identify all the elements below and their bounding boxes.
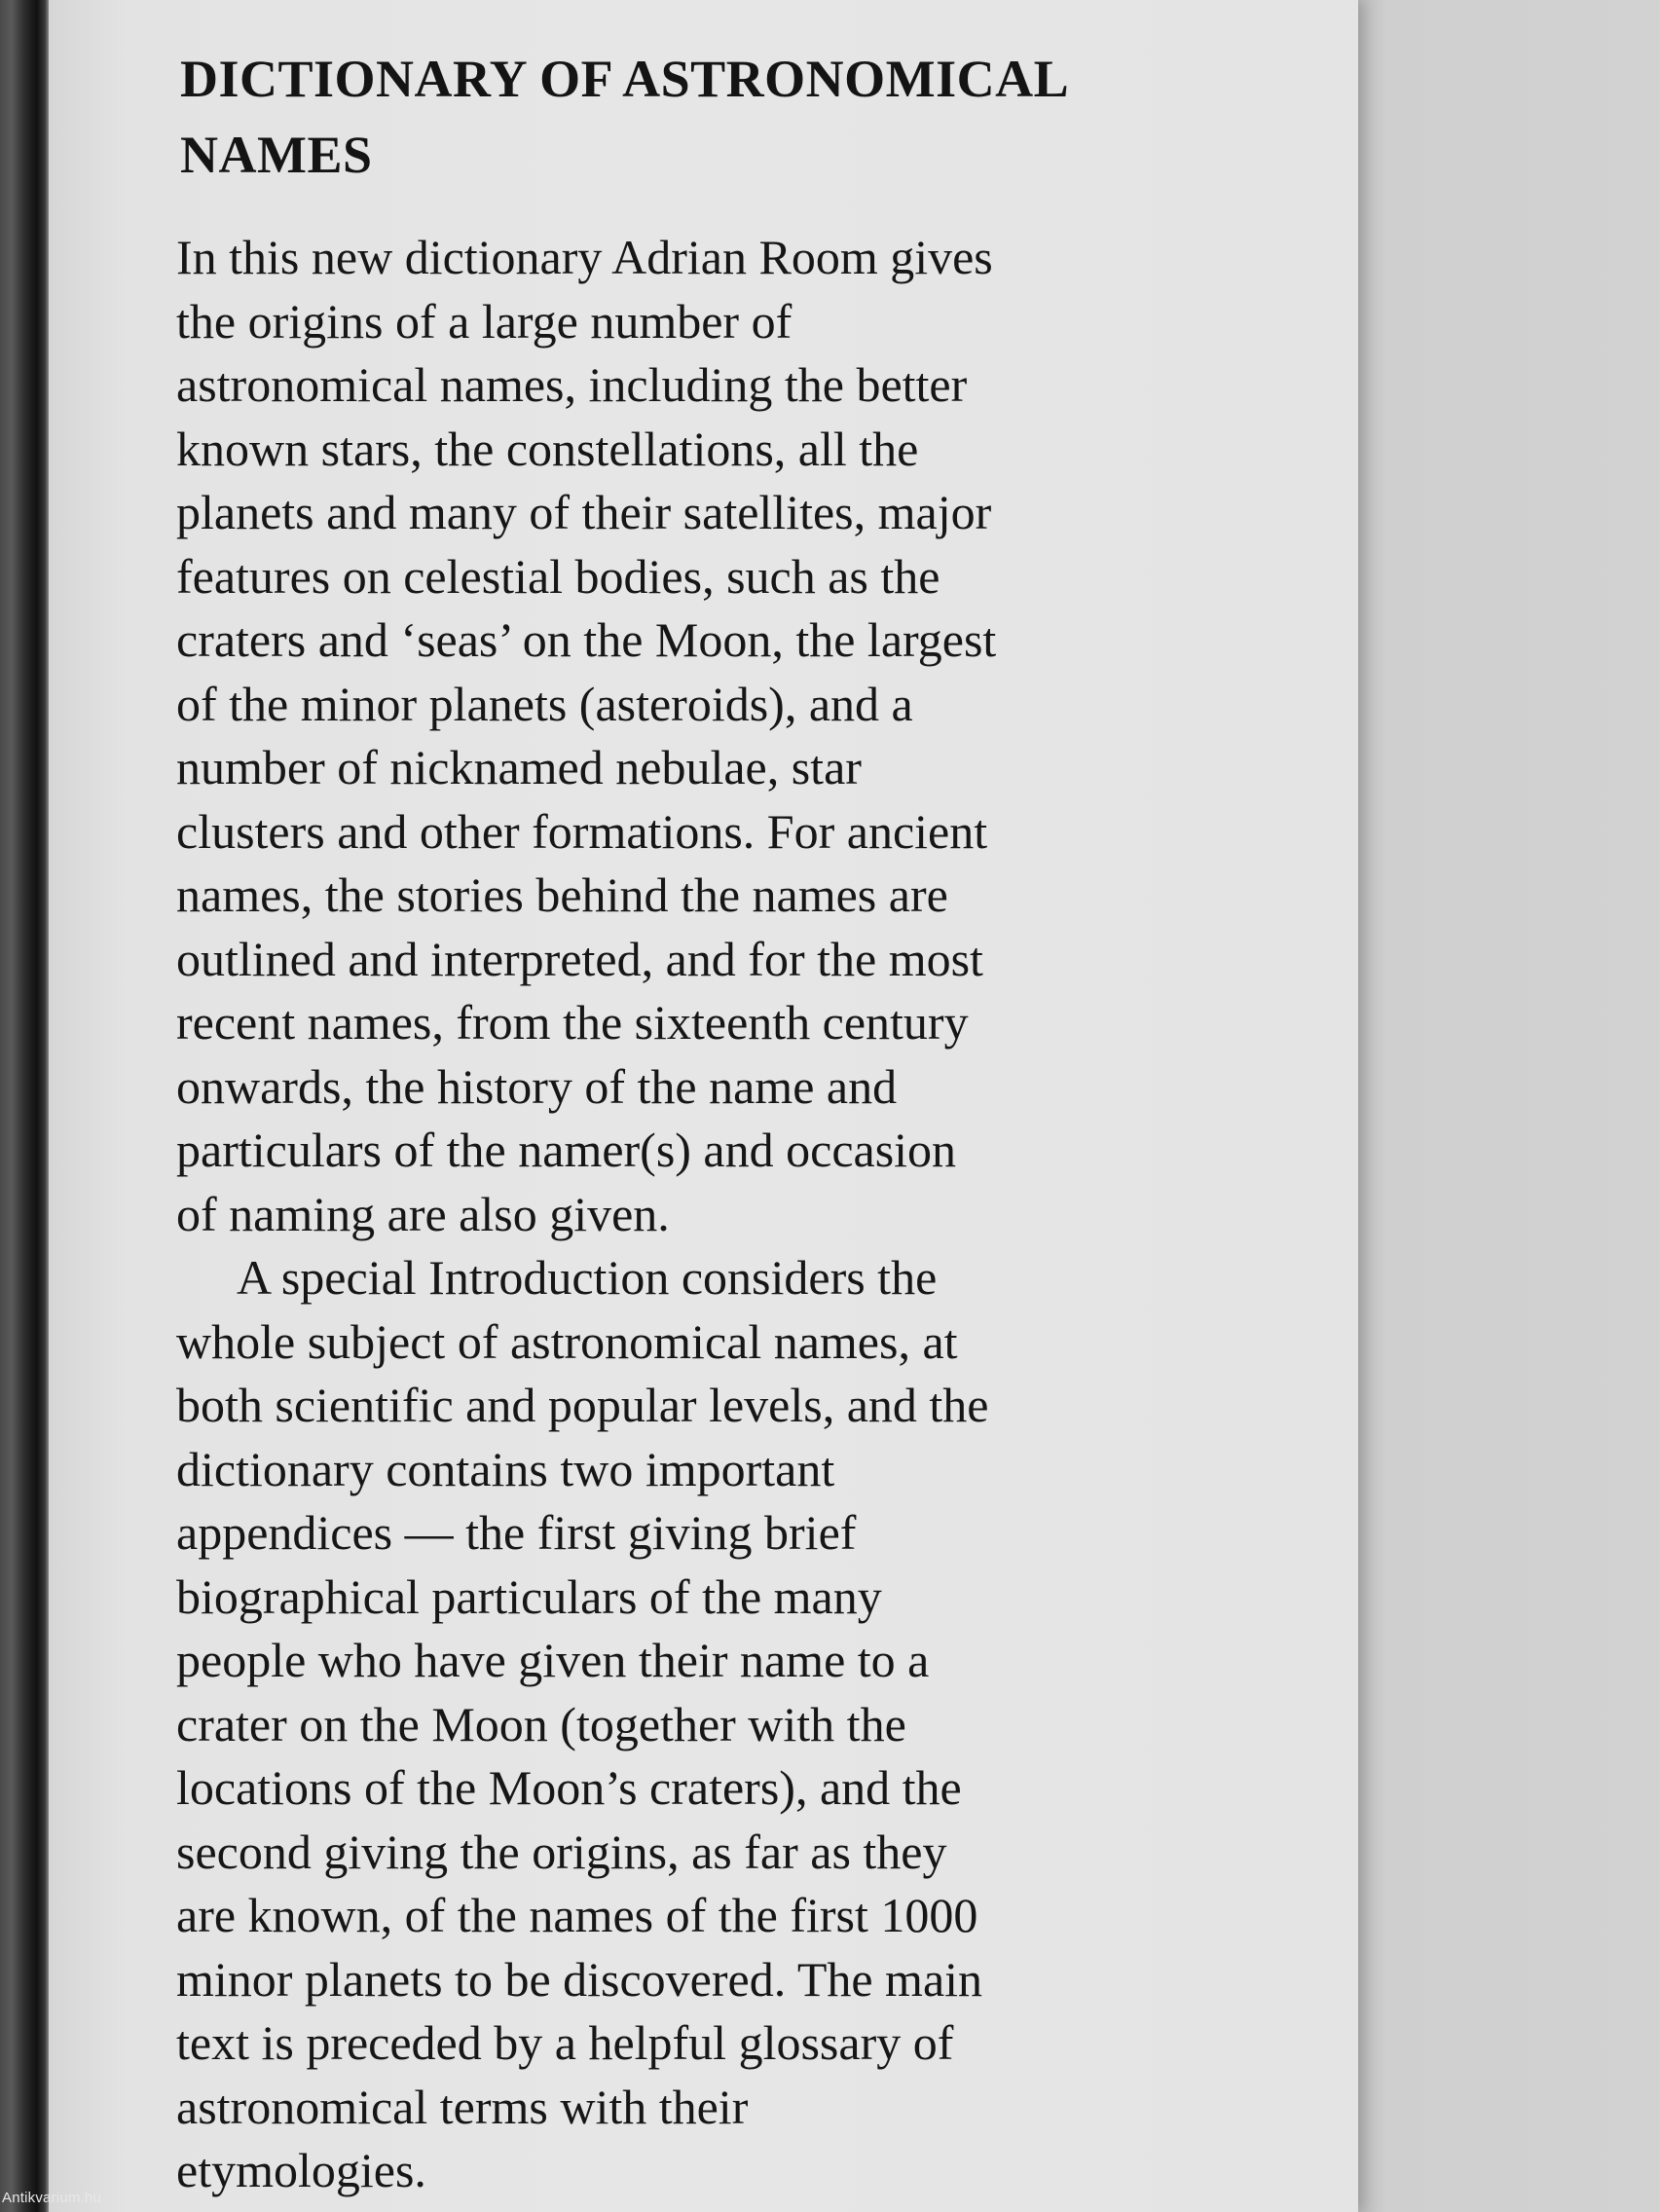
text-line: astronomical terms with their — [176, 2079, 749, 2134]
text-line: known stars, the constellations, all the — [176, 421, 919, 476]
text-line: people who have given their name to a — [176, 1633, 930, 1687]
text-line: are known, of the names of the first 1000 — [176, 1888, 978, 1942]
title-line: DICTIONARY OF ASTRONOMICAL — [180, 50, 1070, 108]
paragraph-2 — [176, 1246, 1160, 2203]
text-line: features on celestial bodies, such as the — [176, 548, 940, 604]
background-surface — [1358, 0, 1659, 2212]
text-line: A special Introduction considers the — [237, 1250, 938, 1305]
text-line: second giving the origins, as far as they — [176, 1824, 947, 1879]
text-line: names, the stories behind the names are — [176, 867, 948, 922]
book-spine-edge — [0, 0, 49, 2212]
text-line: biographical particulars of the many — [176, 1568, 882, 1624]
text-line: of naming are also given. — [176, 1186, 670, 1241]
text-line: outlined and interpreted, and for the most — [176, 931, 983, 986]
text-line: appendices — the first giving brief — [176, 1505, 857, 1560]
text-line: In this new dictionary Adrian Room gives — [176, 230, 993, 284]
text-line: of the minor planets (asteroids), and a — [176, 676, 913, 731]
book-title — [180, 41, 1154, 193]
text-line: crater on the Moon (together with the — [176, 1696, 906, 1751]
text-line: whole subject of astronomical names, at — [176, 1313, 958, 1369]
paragraph-1 — [176, 226, 1160, 1246]
blurb-text — [176, 226, 1160, 2203]
text-line: number of nicknamed nebulae, star — [176, 740, 862, 794]
text-line: the origins of a large number of — [176, 293, 793, 349]
text-line: astronomical names, including the better — [176, 357, 968, 412]
text-line: onwards, the history of the name and — [176, 1058, 898, 1114]
watermark: Antikvarium.hu — [2, 2190, 102, 2206]
text-line: locations of the Moon’s craters), and the — [176, 1760, 962, 1815]
text-line: minor planets to be discovered. The main — [176, 1951, 983, 2007]
text-line: recent names, from the sixteenth century — [176, 995, 969, 1050]
text-line: etymologies. — [176, 2143, 426, 2197]
text-line: craters and ‘seas’ on the Moon, the largest — [176, 612, 997, 667]
text-line: text is preceded by a helpful glossary of — [176, 2015, 954, 2070]
text-line: both scientific and popular levels, and the — [176, 1378, 989, 1432]
text-line: clusters and other formations. For ancient — [176, 803, 988, 859]
text-line: dictionary contains two important — [176, 1441, 835, 1496]
text-line: planets and many of their satellites, major — [176, 485, 992, 539]
title-line: NAMES — [180, 126, 373, 184]
text-line: particulars of the namer(s) and occasion — [176, 1123, 957, 1177]
